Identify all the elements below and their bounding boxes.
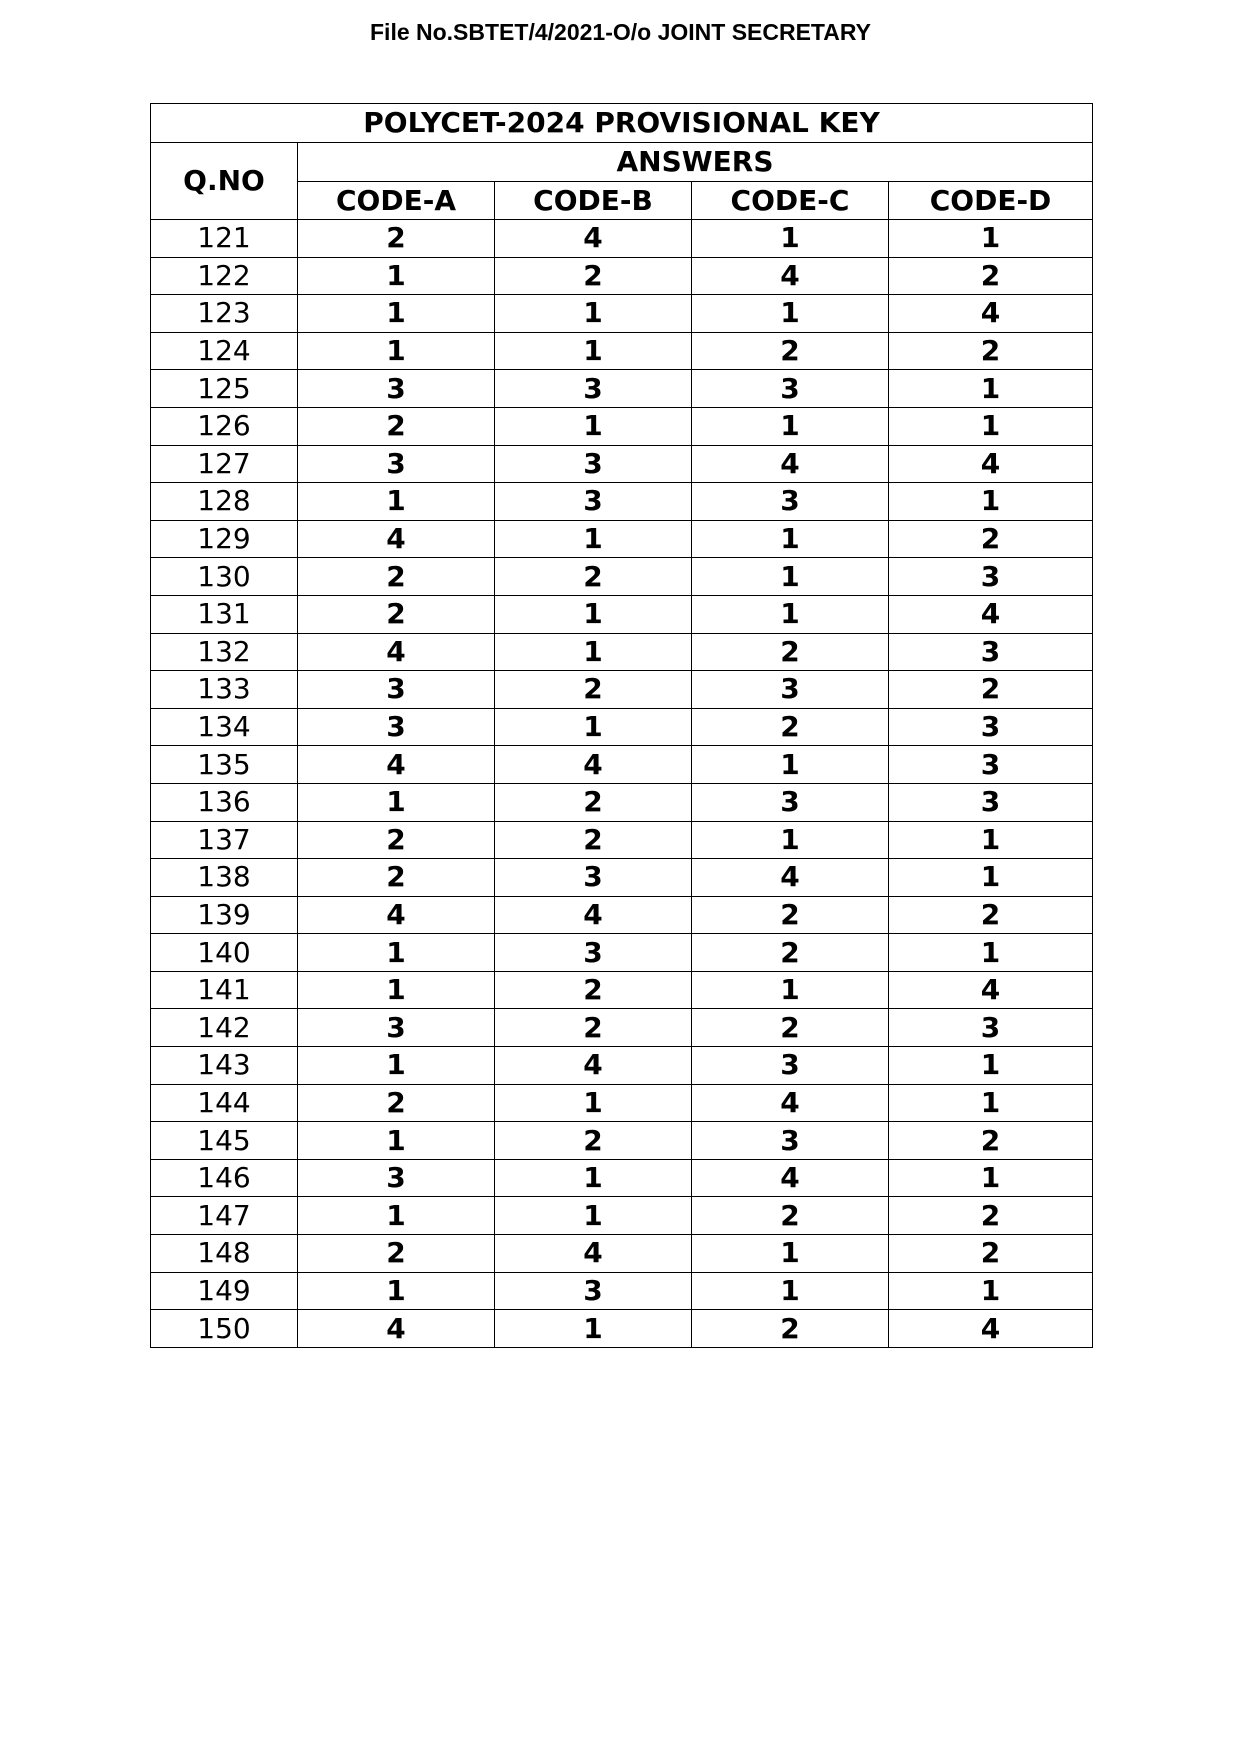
question-number-cell: 128	[151, 483, 298, 521]
question-number-cell: 138	[151, 859, 298, 897]
question-number-cell: 129	[151, 520, 298, 558]
code-d-answer-cell: 2	[889, 332, 1093, 370]
code-a-answer-cell: 2	[298, 1084, 495, 1122]
code-b-answer-cell: 2	[495, 821, 692, 859]
table-row	[151, 295, 1093, 333]
code-a-answer-cell: 3	[298, 1159, 495, 1197]
table-row	[151, 1047, 1093, 1085]
code-d-answer-cell: 3	[889, 558, 1093, 596]
question-number-cell: 137	[151, 821, 298, 859]
code-d-answer-cell: 1	[889, 934, 1093, 972]
code-b-answer-cell: 3	[495, 934, 692, 972]
code-a-answer-cell: 2	[298, 595, 495, 633]
code-a-answer-cell: 1	[298, 1272, 495, 1310]
code-b-answer-cell: 1	[495, 407, 692, 445]
file-number-header: File No.SBTET/4/2021-O/o JOINT SECRETARY	[370, 19, 871, 45]
code-d-answer-cell: 3	[889, 783, 1093, 821]
code-d-answer-cell: 1	[889, 1272, 1093, 1310]
code-c-answer-cell: 4	[692, 257, 889, 295]
code-a-answer-cell: 4	[298, 520, 495, 558]
code-d-answer-cell: 2	[889, 671, 1093, 709]
question-number-cell: 127	[151, 445, 298, 483]
table-title: POLYCET-2024 PROVISIONAL KEY	[151, 104, 1093, 143]
code-c-answer-cell: 2	[692, 1009, 889, 1047]
table-row	[151, 1310, 1093, 1348]
code-c-answer-cell: 1	[692, 971, 889, 1009]
code-a-answer-cell: 1	[298, 332, 495, 370]
code-a-answer-cell: 1	[298, 1047, 495, 1085]
code-b-answer-cell: 4	[495, 1235, 692, 1273]
code-c-answer-cell: 1	[692, 595, 889, 633]
code-a-answer-cell: 1	[298, 257, 495, 295]
code-a-answer-cell: 1	[298, 971, 495, 1009]
table-row	[151, 971, 1093, 1009]
question-number-cell: 121	[151, 220, 298, 258]
code-d-answer-cell: 1	[889, 1084, 1093, 1122]
code-d-answer-cell: 2	[889, 520, 1093, 558]
code-b-answer-cell: 3	[495, 370, 692, 408]
code-d-answer-cell: 2	[889, 257, 1093, 295]
code-c-answer-cell: 1	[692, 821, 889, 859]
table-row	[151, 1159, 1093, 1197]
table-row	[151, 332, 1093, 370]
code-d-answer-cell: 1	[889, 370, 1093, 408]
code-d-answer-cell: 4	[889, 295, 1093, 333]
code-a-answer-cell: 2	[298, 1235, 495, 1273]
code-d-answer-cell: 3	[889, 633, 1093, 671]
code-c-answer-cell: 4	[692, 445, 889, 483]
code-c-header: CODE-C	[692, 182, 889, 220]
question-number-cell: 143	[151, 1047, 298, 1085]
table-row	[151, 1272, 1093, 1310]
code-d-answer-cell: 2	[889, 896, 1093, 934]
code-a-answer-cell: 1	[298, 483, 495, 521]
table-row	[151, 1084, 1093, 1122]
code-c-answer-cell: 3	[692, 483, 889, 521]
code-b-answer-cell: 2	[495, 558, 692, 596]
code-c-answer-cell: 1	[692, 1235, 889, 1273]
table-row	[151, 220, 1093, 258]
table-row	[151, 1122, 1093, 1160]
table-row	[151, 520, 1093, 558]
code-c-answer-cell: 2	[692, 1310, 889, 1348]
table-row	[151, 633, 1093, 671]
code-d-answer-cell: 1	[889, 859, 1093, 897]
code-d-answer-cell: 2	[889, 1122, 1093, 1160]
question-number-cell: 146	[151, 1159, 298, 1197]
question-number-cell: 126	[151, 407, 298, 445]
code-d-answer-cell: 4	[889, 971, 1093, 1009]
code-a-answer-cell: 1	[298, 934, 495, 972]
code-a-answer-cell: 4	[298, 633, 495, 671]
table-row	[151, 483, 1093, 521]
code-d-answer-cell: 2	[889, 1235, 1093, 1273]
code-d-answer-cell: 4	[889, 445, 1093, 483]
question-number-cell: 144	[151, 1084, 298, 1122]
code-c-answer-cell: 1	[692, 1272, 889, 1310]
table-row	[151, 783, 1093, 821]
code-b-answer-cell: 3	[495, 859, 692, 897]
table-row	[151, 1197, 1093, 1235]
code-a-answer-cell: 3	[298, 708, 495, 746]
code-b-answer-cell: 2	[495, 671, 692, 709]
table-row	[151, 558, 1093, 596]
question-number-cell: 149	[151, 1272, 298, 1310]
code-b-answer-cell: 1	[495, 1084, 692, 1122]
code-c-answer-cell: 3	[692, 1122, 889, 1160]
question-number-cell: 145	[151, 1122, 298, 1160]
question-number-cell: 148	[151, 1235, 298, 1273]
code-a-answer-cell: 2	[298, 821, 495, 859]
table-row	[151, 934, 1093, 972]
code-c-answer-cell: 1	[692, 746, 889, 784]
code-c-answer-cell: 2	[692, 896, 889, 934]
table-row	[151, 671, 1093, 709]
code-d-header: CODE-D	[889, 182, 1093, 220]
code-a-answer-cell: 2	[298, 220, 495, 258]
code-d-answer-cell: 3	[889, 1009, 1093, 1047]
code-b-answer-cell: 3	[495, 445, 692, 483]
code-b-answer-cell: 1	[495, 633, 692, 671]
code-b-answer-cell: 2	[495, 971, 692, 1009]
code-a-answer-cell: 3	[298, 1009, 495, 1047]
table-row	[151, 746, 1093, 784]
code-b-answer-cell: 1	[495, 708, 692, 746]
table-row	[151, 1235, 1093, 1273]
code-c-answer-cell: 2	[692, 1197, 889, 1235]
code-b-answer-cell: 1	[495, 520, 692, 558]
code-d-answer-cell: 1	[889, 483, 1093, 521]
code-a-answer-cell: 1	[298, 1122, 495, 1160]
code-c-answer-cell: 1	[692, 558, 889, 596]
question-number-cell: 125	[151, 370, 298, 408]
code-d-answer-cell: 1	[889, 407, 1093, 445]
code-b-answer-cell: 2	[495, 783, 692, 821]
code-c-answer-cell: 1	[692, 520, 889, 558]
code-b-answer-cell: 1	[495, 1159, 692, 1197]
code-b-answer-cell: 1	[495, 295, 692, 333]
qno-column-header: Q.NO	[151, 143, 298, 220]
answer-rows	[151, 220, 1093, 1348]
code-a-answer-cell: 1	[298, 295, 495, 333]
question-number-cell: 124	[151, 332, 298, 370]
code-c-answer-cell: 3	[692, 783, 889, 821]
question-number-cell: 150	[151, 1310, 298, 1348]
question-number-cell: 130	[151, 558, 298, 596]
table-row	[151, 1009, 1093, 1047]
code-d-answer-cell: 1	[889, 1159, 1093, 1197]
question-number-cell: 147	[151, 1197, 298, 1235]
code-b-answer-cell: 4	[495, 1047, 692, 1085]
code-c-answer-cell: 4	[692, 1084, 889, 1122]
code-c-answer-cell: 1	[692, 220, 889, 258]
code-c-answer-cell: 3	[692, 671, 889, 709]
code-a-answer-cell: 2	[298, 407, 495, 445]
code-d-answer-cell: 1	[889, 821, 1093, 859]
question-number-cell: 122	[151, 257, 298, 295]
code-b-answer-cell: 3	[495, 1272, 692, 1310]
code-c-answer-cell: 2	[692, 633, 889, 671]
code-c-answer-cell: 2	[692, 708, 889, 746]
question-number-cell: 139	[151, 896, 298, 934]
code-c-answer-cell: 1	[692, 407, 889, 445]
code-b-answer-cell: 2	[495, 257, 692, 295]
code-b-answer-cell: 2	[495, 1122, 692, 1160]
code-a-answer-cell: 1	[298, 1197, 495, 1235]
code-a-answer-cell: 1	[298, 783, 495, 821]
question-number-cell: 141	[151, 971, 298, 1009]
code-c-answer-cell: 3	[692, 1047, 889, 1085]
question-number-cell: 142	[151, 1009, 298, 1047]
code-a-answer-cell: 4	[298, 896, 495, 934]
code-b-answer-cell: 1	[495, 595, 692, 633]
table-row	[151, 407, 1093, 445]
question-number-cell: 123	[151, 295, 298, 333]
code-c-answer-cell: 1	[692, 295, 889, 333]
code-a-header: CODE-A	[298, 182, 495, 220]
table-row	[151, 445, 1093, 483]
code-d-answer-cell: 2	[889, 1197, 1093, 1235]
code-a-answer-cell: 2	[298, 558, 495, 596]
code-a-answer-cell: 4	[298, 1310, 495, 1348]
code-d-answer-cell: 3	[889, 708, 1093, 746]
question-number-cell: 132	[151, 633, 298, 671]
code-d-answer-cell: 4	[889, 1310, 1093, 1348]
code-a-answer-cell: 4	[298, 746, 495, 784]
code-c-answer-cell: 4	[692, 1159, 889, 1197]
code-b-answer-cell: 4	[495, 746, 692, 784]
question-number-cell: 135	[151, 746, 298, 784]
code-c-answer-cell: 3	[692, 370, 889, 408]
code-a-answer-cell: 3	[298, 671, 495, 709]
code-b-answer-cell: 1	[495, 1197, 692, 1235]
code-a-answer-cell: 2	[298, 859, 495, 897]
code-d-answer-cell: 1	[889, 220, 1093, 258]
question-number-cell: 136	[151, 783, 298, 821]
question-number-cell: 140	[151, 934, 298, 972]
question-number-cell: 131	[151, 595, 298, 633]
code-d-answer-cell: 3	[889, 746, 1093, 784]
table-row	[151, 708, 1093, 746]
code-c-answer-cell: 2	[692, 332, 889, 370]
code-d-answer-cell: 1	[889, 1047, 1093, 1085]
code-b-answer-cell: 3	[495, 483, 692, 521]
table-row	[151, 896, 1093, 934]
question-number-cell: 134	[151, 708, 298, 746]
code-b-answer-cell: 1	[495, 332, 692, 370]
code-c-answer-cell: 4	[692, 859, 889, 897]
code-d-answer-cell: 4	[889, 595, 1093, 633]
code-c-answer-cell: 2	[692, 934, 889, 972]
code-b-answer-cell: 2	[495, 1009, 692, 1047]
table-row	[151, 257, 1093, 295]
question-number-cell: 133	[151, 671, 298, 709]
answers-header: ANSWERS	[298, 143, 1093, 182]
code-a-answer-cell: 3	[298, 370, 495, 408]
code-a-answer-cell: 3	[298, 445, 495, 483]
code-b-answer-cell: 4	[495, 220, 692, 258]
table-row	[151, 859, 1093, 897]
table-row	[151, 821, 1093, 859]
table-row	[151, 595, 1093, 633]
code-b-header: CODE-B	[495, 182, 692, 220]
provisional-key-table	[150, 103, 1093, 1348]
table-row	[151, 370, 1093, 408]
code-b-answer-cell: 1	[495, 1310, 692, 1348]
code-b-answer-cell: 4	[495, 896, 692, 934]
